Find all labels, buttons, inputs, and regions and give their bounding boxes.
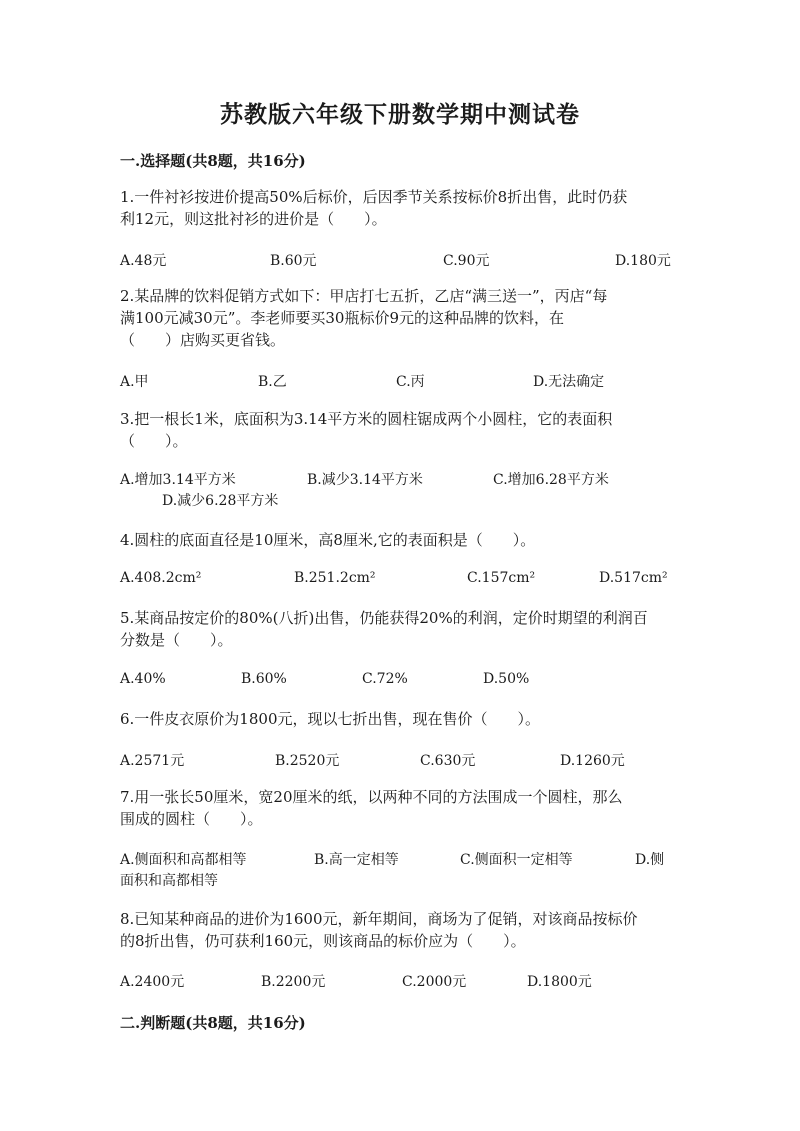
option-d: D.180元 <box>615 253 671 269</box>
question-line: 2.某品牌的饮料促销方式如下：甲店打七五折，乙店“满三送一”，丙店“每 <box>120 287 608 305</box>
option-c: C.90元 <box>443 253 490 269</box>
option-b: B.60% <box>241 671 287 687</box>
question-line: （ ）。 <box>120 432 188 450</box>
question-line: 4.圆柱的底面直径是10厘米，高8厘米,它的表面积是（ ）。 <box>120 531 536 549</box>
option-c: C.丙 <box>396 374 425 390</box>
question-line: 分数是（ ）。 <box>120 631 233 649</box>
option-a: A.408.2cm² <box>120 570 202 586</box>
question-line: 1.一件衬衫按进价提高50%后标价，后因季节关系按标价8折出售，此时仍获 <box>120 188 628 206</box>
question-line: 利12元，则这批衬衫的进价是（ ）。 <box>120 210 387 228</box>
section-heading-choice: 一.选择题(共8题，共16分) <box>120 152 306 170</box>
option-b: B.减少3.14平方米 <box>307 472 423 488</box>
section-heading-judgement: 二.判断题(共8题，共16分) <box>120 1014 306 1032</box>
question-line: 7.用一张长50厘米，宽20厘米的纸，以两种不同的方法围成一个圆柱，那么 <box>120 788 623 806</box>
question-1 <box>120 186 680 230</box>
option-b: B.2200元 <box>261 974 326 990</box>
question-line: 的8折出售，仍可获利160元，则该商品的标价应为（ ）。 <box>120 932 526 950</box>
option-d: D.侧 <box>635 852 665 868</box>
question-line: 围成的圆柱（ ）。 <box>120 810 263 828</box>
option-b: B.高一定相等 <box>314 852 399 868</box>
option-a: A.40% <box>120 671 166 687</box>
page-title: 苏教版六年级下册数学期中测试卷 <box>220 101 580 128</box>
option-d: D.1800元 <box>527 974 592 990</box>
option-b: B.60元 <box>270 253 317 269</box>
option-a: A.2571元 <box>120 753 185 769</box>
option-c: C.2000元 <box>402 974 467 990</box>
option-b: B.乙 <box>258 374 287 390</box>
option-a: A.甲 <box>120 374 149 390</box>
question-line: 满100元减30元”。李老师要买30瓶标价9元的这种品牌的饮料，在 <box>120 309 565 327</box>
question-2 <box>120 285 680 351</box>
option-b: B.2520元 <box>275 753 340 769</box>
option-d: D.50% <box>483 671 530 687</box>
option-a: A.增加3.14平方米 <box>120 472 236 488</box>
option-d: D.517cm² <box>599 570 668 586</box>
question-4 <box>120 529 680 551</box>
option-b: B.251.2cm² <box>294 570 376 586</box>
question-line: 6.一件皮衣原价为1800元，现以七折出售，现在售价（ ）。 <box>120 710 540 728</box>
question-line: （ ）店购买更省钱。 <box>120 331 286 349</box>
option-d-continued: 面积和高都相等 <box>120 873 218 889</box>
question-7 <box>120 786 680 830</box>
question-line: 8.已知某种商品的进价为1600元，新年期间，商场为了促销，对该商品按标价 <box>120 910 638 928</box>
option-a: A.2400元 <box>120 974 185 990</box>
option-a: A.48元 <box>120 253 167 269</box>
question-3 <box>120 408 680 452</box>
option-c: C.增加6.28平方米 <box>493 472 609 488</box>
option-d: D.1260元 <box>560 753 625 769</box>
option-d: D.无法确定 <box>533 374 605 390</box>
option-d: D.减少6.28平方米 <box>162 493 279 509</box>
option-c: C.72% <box>362 671 408 687</box>
option-a: A.侧面积和高都相等 <box>120 852 247 868</box>
question-5 <box>120 607 680 651</box>
question-line: 3.把一根长1米，底面积为3.14平方米的圆柱锯成两个小圆柱，它的表面积 <box>120 410 613 428</box>
option-c: C.侧面积一定相等 <box>460 852 573 868</box>
question-6 <box>120 708 680 730</box>
question-8 <box>120 908 680 952</box>
question-line: 5.某商品按定价的80%(八折)出售，仍能获得20%的利润，定价时期望的利润百 <box>120 609 648 627</box>
option-c: C.157cm² <box>467 570 536 586</box>
option-c: C.630元 <box>420 753 476 769</box>
